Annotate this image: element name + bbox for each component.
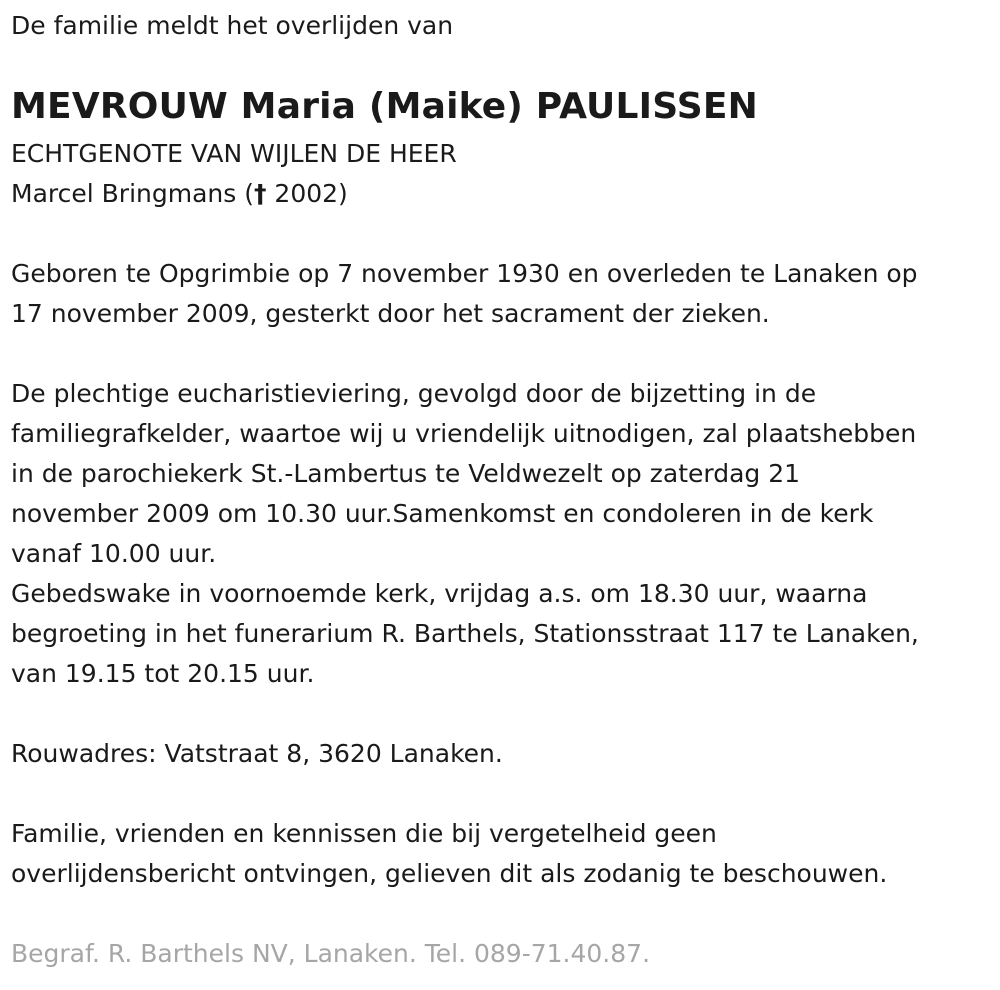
- spouse-title: ECHTGENOTE VAN WIJLEN DE HEER: [11, 139, 457, 168]
- paragraph-line: november 2009 om 10.30 uur.Samenkomst en condoleren in de kerk: [11, 499, 874, 528]
- paragraph-line: familiegrafkelder, waartoe wij u vriendelijk uitnodigen, zal plaatshebben: [11, 419, 917, 448]
- deceased-name: MEVROUW Maria (Maike) PAULISSEN: [11, 86, 758, 127]
- paragraph-line: van 19.15 tot 20.15 uur.: [11, 659, 315, 688]
- undertaker-footer: Begraf. R. Barthels NV, Lanaken. Tel. 089-71.40.87.: [11, 939, 651, 968]
- birth-death-paragraph: [11, 254, 918, 334]
- ceremony-paragraph: [11, 374, 919, 694]
- spouse-death-year: 2002): [266, 179, 348, 208]
- paragraph-line: 17 november 2009, gesterkt door het sacrament der zieken.: [11, 299, 770, 328]
- paragraph-line: Geboren te Opgrimbie op 7 november 1930 en overleden te Lanaken op: [11, 259, 918, 288]
- mourning-address: Rouwadres: Vatstraat 8, 3620 Lanaken.: [11, 739, 503, 768]
- intro-text: De familie meldt het overlijden van: [11, 11, 454, 40]
- paragraph-line: De plechtige eucharistieviering, gevolgd door de bijzetting in de: [11, 379, 817, 408]
- spouse-name: Marcel Bringmans (: [11, 179, 254, 208]
- paragraph-line: overlijdensbericht ontvingen, gelieven dit als zodanig te beschouwen.: [11, 859, 888, 888]
- paragraph-line: vanaf 10.00 uur.: [11, 539, 217, 568]
- paragraph-line: Familie, vrienden en kennissen die bij vergetelheid geen: [11, 819, 717, 848]
- spouse-line: [11, 174, 348, 214]
- paragraph-line: in de parochiekerk St.-Lambertus te Veldwezelt op zaterdag 21: [11, 459, 801, 488]
- cross-icon: †: [253, 179, 267, 208]
- paragraph-line: Gebedswake in voornoemde kerk, vrijdag a.s. om 18.30 uur, waarna: [11, 579, 868, 608]
- paragraph-line: begroeting in het funerarium R. Barthels, Stationsstraat 117 te Lanaken,: [11, 619, 919, 648]
- closing-paragraph: [11, 814, 887, 894]
